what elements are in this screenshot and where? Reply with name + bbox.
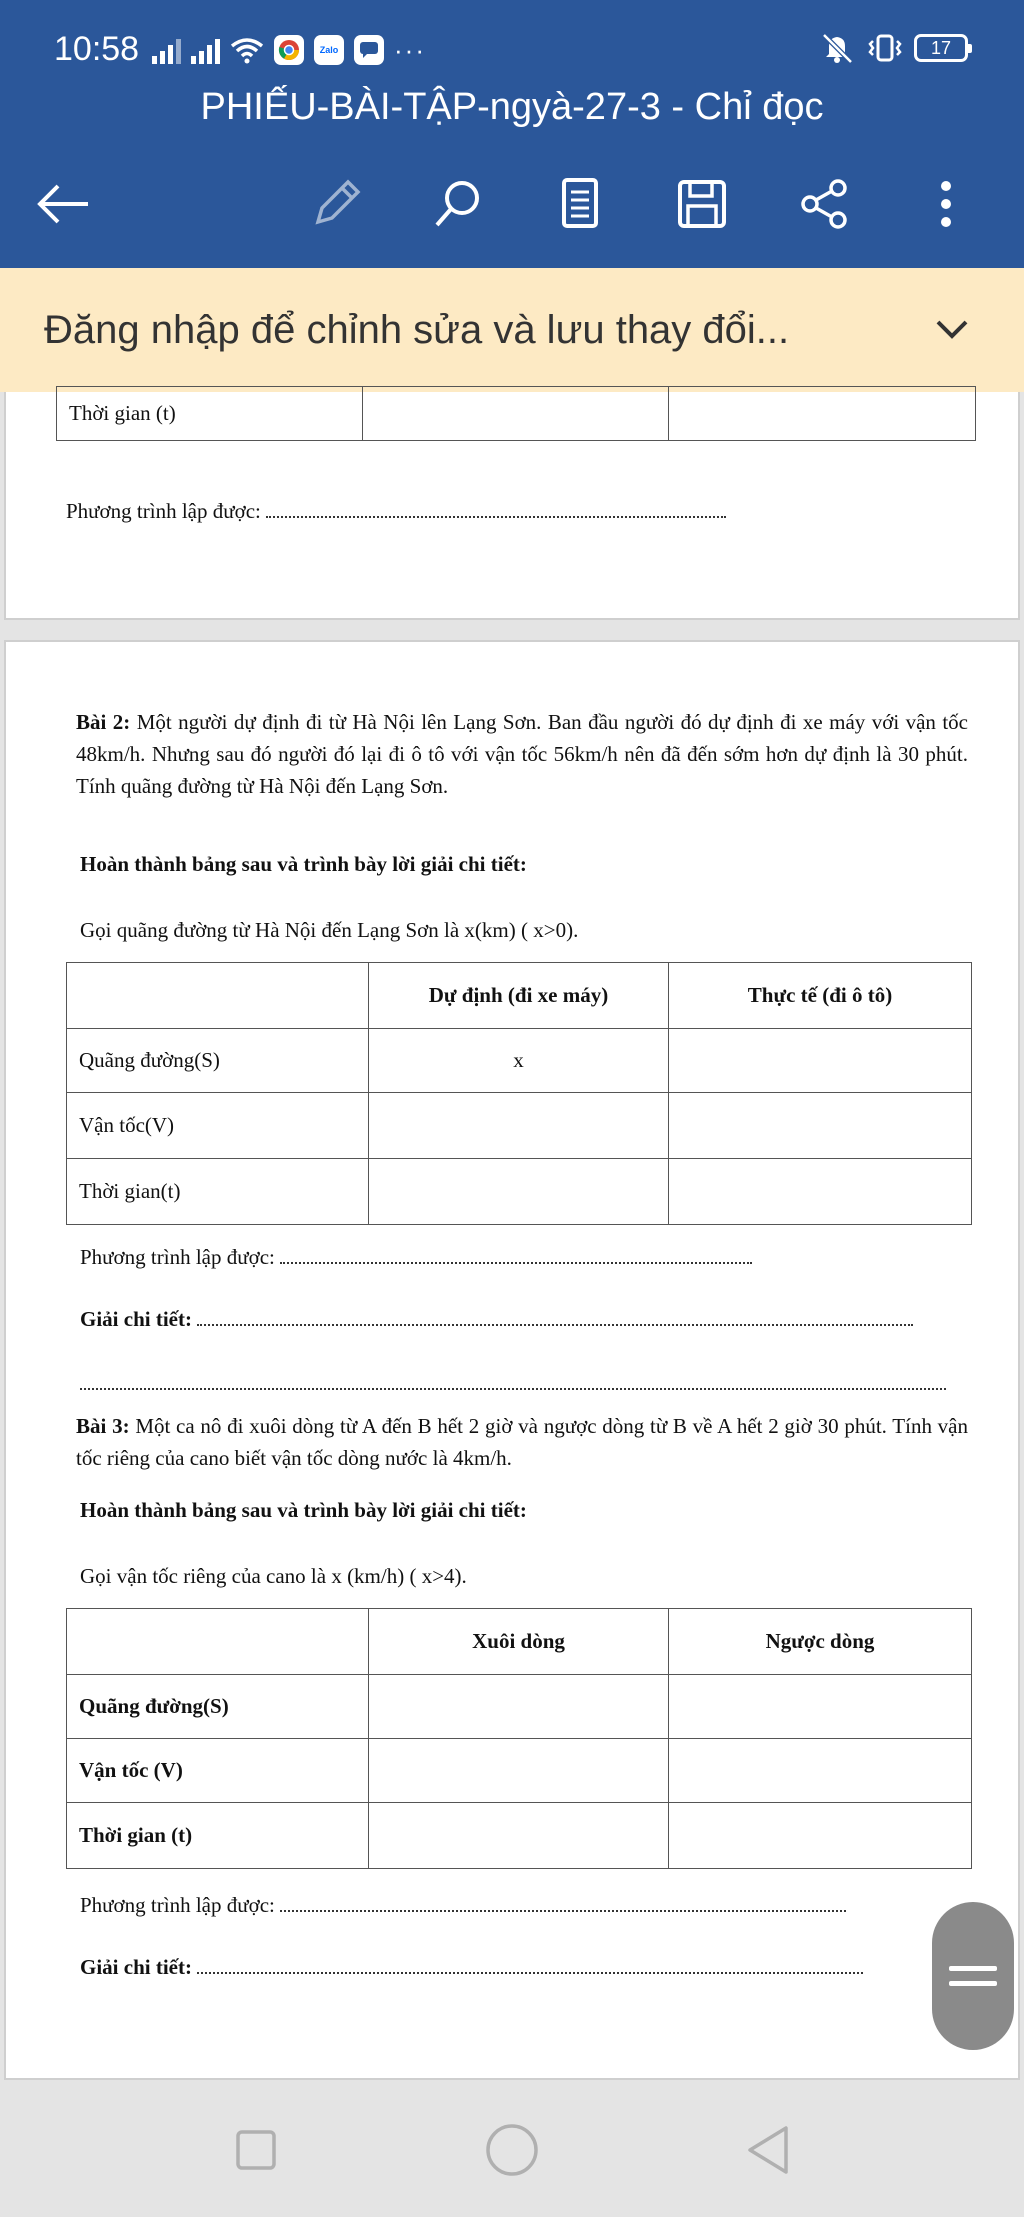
table-cell — [363, 387, 669, 441]
table-row — [67, 1739, 972, 1803]
mute-icon — [820, 32, 856, 64]
table-cell: Thời gian(t) — [67, 1159, 369, 1225]
table-cell — [669, 1739, 972, 1803]
answer-line — [280, 1892, 846, 1912]
signal-icon — [191, 36, 220, 64]
back-triangle-icon[interactable] — [738, 2120, 798, 2180]
bai2-problem — [76, 706, 968, 802]
table-cell — [369, 1739, 669, 1803]
solution-label: Giải chi tiết: — [80, 1307, 192, 1331]
vibrate-icon — [868, 33, 902, 63]
pen-icon — [308, 176, 364, 232]
battery-icon — [914, 34, 968, 62]
table-cell — [369, 1803, 669, 1869]
table-cell: x — [369, 1029, 669, 1093]
table-cell: Quãng đường(S) — [67, 1675, 369, 1739]
toolbar — [0, 160, 1024, 250]
table-header-cell: Thực tế (đi ô tô) — [669, 963, 972, 1029]
bai3-instruction: Hoàn thành bảng sau và trình bày lời giải chi tiết: — [80, 1498, 527, 1522]
table-cell — [669, 1093, 972, 1159]
table-cell — [369, 1675, 669, 1739]
back-arrow-icon — [36, 182, 92, 226]
status-right-icons — [820, 32, 968, 64]
status-bar — [0, 0, 1024, 100]
bai2-label: Bài 2: — [76, 710, 131, 734]
table-cell: Vận tốc (V) — [67, 1739, 369, 1803]
bai2-text: Một người dự định đi từ Hà Nội lên Lạng Sơn. Ban đầu người đó dự định đi xe máy với vận tốc 48km/h. Nhưng sau đó người đó lại đi ô tô với vận tốc 56km/h nên đã đến sớm hơn dự định là 30 phút. Tính quãng đường từ Hà Nội đến Lạng Sơn. — [76, 710, 968, 798]
bai2-solution-line — [80, 1306, 913, 1332]
bai3-equation-line — [80, 1892, 846, 1918]
status-left-icons — [152, 30, 426, 70]
save-button[interactable] — [668, 170, 736, 238]
bai2-extra-line — [80, 1370, 946, 1396]
more-icon — [936, 176, 956, 232]
equation-label: Phương trình lập được: — [80, 1893, 275, 1917]
zalo-app-icon: Zalo — [314, 35, 344, 65]
save-icon — [674, 176, 730, 232]
table-header-cell: Dự định (đi xe máy) — [369, 963, 669, 1029]
wifi-icon — [230, 36, 264, 64]
chrome-app-icon — [274, 35, 304, 65]
table-header-cell: Xuôi dòng — [369, 1609, 669, 1675]
document-page-2 — [4, 640, 1020, 2080]
sign-in-banner[interactable] — [0, 268, 1024, 392]
status-time: 10:58 — [54, 30, 140, 68]
share-button[interactable] — [790, 170, 858, 238]
search-button[interactable] — [424, 170, 492, 238]
table-cell: Vận tốc(V) — [67, 1093, 369, 1159]
document-title: PHIẾU-BÀI-TẬP-ngyà-27-3 - Chỉ đọc — [200, 86, 824, 128]
chevron-down-icon[interactable] — [930, 308, 974, 352]
reading-view-icon — [558, 176, 602, 232]
table-cell — [669, 387, 976, 441]
table-cell — [369, 1159, 669, 1225]
scroll-handle[interactable] — [932, 1902, 1014, 2050]
search-icon — [430, 176, 486, 232]
bai2-equation-line — [80, 1244, 752, 1270]
table-cell — [669, 1803, 972, 1869]
answer-line — [197, 1306, 913, 1326]
bai3-table — [66, 1608, 972, 1869]
document-page-1 — [4, 392, 1020, 620]
signal-icon — [152, 36, 181, 64]
equation-label: Phương trình lập được: — [80, 1245, 275, 1269]
back-button[interactable] — [30, 170, 98, 238]
answer-line — [197, 1954, 863, 1974]
recents-square-icon[interactable] — [226, 2120, 286, 2180]
bai3-text: Một ca nô đi xuôi dòng từ A đến B hết 2 giờ và ngược dòng từ B về A hết 2 giờ 30 phút. Tính vận tốc riêng của cano biết vận tốc dòng nước là 4km/h. — [76, 1414, 968, 1470]
table-cell: Thời gian (t) — [57, 387, 363, 441]
table-row — [67, 1159, 972, 1225]
more-notifications-icon: ··· — [394, 34, 426, 65]
edit-button[interactable] — [302, 170, 370, 238]
bai3-solution-line — [80, 1954, 863, 1980]
bai3-assumption: Gọi vận tốc riêng của cano là x (km/h) ( x>4). — [80, 1564, 467, 1588]
message-app-icon — [354, 35, 384, 65]
bai3-problem — [76, 1410, 968, 1474]
table-cell: Quãng đường(S) — [67, 1029, 369, 1093]
battery-level: 17 — [930, 37, 952, 58]
page1-table — [56, 386, 976, 441]
answer-line — [80, 1370, 946, 1390]
bai2-table — [66, 962, 972, 1225]
table-cell — [669, 1029, 972, 1093]
bai2-instruction: Hoàn thành bảng sau và trình bày lời giải chi tiết: — [80, 852, 527, 876]
answer-line — [266, 498, 726, 518]
reading-view-button[interactable] — [546, 170, 614, 238]
home-circle-icon[interactable] — [482, 2120, 542, 2180]
table-header-cell — [67, 963, 369, 1029]
app-bar — [0, 0, 1024, 268]
answer-line — [280, 1244, 752, 1264]
page1-equation-line — [66, 498, 726, 524]
sign-in-message: Đăng nhập để chỉnh sửa và lưu thay đổi... — [44, 308, 790, 352]
table-row — [67, 1093, 972, 1159]
table-cell — [669, 1675, 972, 1739]
table-row — [67, 1675, 972, 1739]
equation-label: Phương trình lập được: — [66, 499, 261, 523]
table-cell — [669, 1159, 972, 1225]
table-row — [67, 1029, 972, 1093]
table-header-cell: Ngược dòng — [669, 1609, 972, 1675]
table-header-cell — [67, 1609, 369, 1675]
share-icon — [796, 176, 852, 232]
table-cell — [369, 1093, 669, 1159]
bai3-label: Bài 3: — [76, 1414, 130, 1438]
system-nav-bar — [0, 2080, 1024, 2217]
solution-label: Giải chi tiết: — [80, 1955, 192, 1979]
bai2-assumption: Gọi quãng đường từ Hà Nội đến Lạng Sơn là x(km) ( x>0). — [80, 918, 579, 942]
table-cell: Thời gian (t) — [67, 1803, 369, 1869]
more-options-button[interactable] — [912, 170, 980, 238]
table-row — [67, 1803, 972, 1869]
